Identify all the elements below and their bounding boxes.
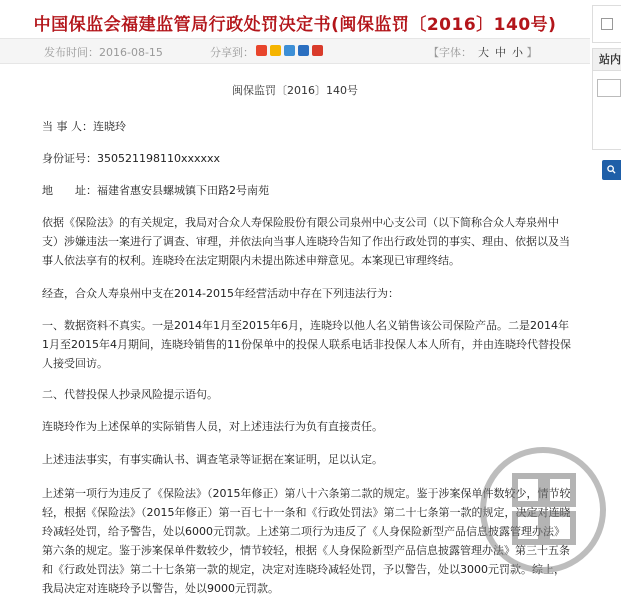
font-medium-link[interactable]: 中 xyxy=(495,46,506,59)
qzone-share-icon[interactable] xyxy=(270,45,281,56)
tencent-weibo-share-icon[interactable] xyxy=(284,45,295,56)
paragraph-violation-2: 二、代替投保人抄录风险提示语句。 xyxy=(42,388,218,401)
share-label: 分享到： xyxy=(210,46,254,59)
party-name: 当 事 人：连晓玲 xyxy=(42,120,126,133)
document-number: 闽保监罚〔2016〕140号 xyxy=(232,84,358,97)
watermark-logo-icon xyxy=(477,440,609,580)
id-number: 身份证号：350521198110xxxxxx xyxy=(42,152,221,165)
kaixin-share-icon[interactable] xyxy=(312,45,323,56)
weibo-share-icon[interactable] xyxy=(256,45,267,56)
renren-share-icon[interactable] xyxy=(298,45,309,56)
site-search-button[interactable] xyxy=(602,160,621,180)
font-large-link[interactable]: 大 xyxy=(478,46,489,59)
share-icons xyxy=(256,45,323,56)
paragraph-evidence: 上述违法事实，有事实确认书、调查笔录等证据在案证明，足以认定。 xyxy=(42,453,383,466)
publish-date: 发布时间：2016-08-15 xyxy=(44,46,163,59)
paragraph-intro: 依据《保险法》的有关规定，我局对合众人寿保险股份有限公司泉州中心支公司（以下简称合众人寿泉州中支）涉嫌违法一案进行了调查、审理，并依法向当事人连晓玲告知了作出行政处罚的事实、理由、依据以及当事人依法享有的权利。连晓玲在法定期限内未提出陈述申辩意见。本案现已审理终结。 xyxy=(42,216,570,267)
sidebar-top-box xyxy=(592,5,621,43)
paragraph-decision: 上述第一项行为违反了《保险法》（2015年修正）第八十六条第二款的规定。鉴于涉案保单件数较少，情节较轻，根据《保险法》（2015年修正）第一百七十一条和《行政处罚法》第二十七条第一款的规定，决定对连晓玲减轻处罚，给予警告，处以6000元罚款。上述第二项行为违反了《人身保险新型产品信息披露管理办法》第六条的规定。鉴于涉案保单件数较少，情节较轻，根据《人身保险新型产品信息披露管理办法》第三十五条和《行政处罚法》第二十七条第一款的规定，决定对连晓玲减轻处罚，予以警告，处以3000元罚款。综上，我局决定对连晓玲予以警告，处以9000元罚款。 xyxy=(42,487,571,595)
site-search-header: 站内 xyxy=(593,49,621,71)
font-size-control: 【字体： 大 中 小 】 xyxy=(428,46,538,59)
sidebar xyxy=(592,0,621,600)
paragraph-violation-1: 一、数据资料不真实。一是2014年1月至2015年6月，连晓玲以他人名义销售该公司保险产品。二是2014年1月至2015年4月期间，连晓玲销售的11份保单中的投保人联系电话非投保人本人所有，并由连晓玲代替投保人接受回访。 xyxy=(42,319,571,370)
search-icon xyxy=(607,165,616,174)
sidebar-checkbox[interactable] xyxy=(601,18,613,30)
article-meta-bar xyxy=(0,38,590,64)
paragraph-responsibility: 连晓玲作为上述保单的实际销售人员，对上述违法行为负有直接责任。 xyxy=(42,420,383,433)
address: 地 址：福建省惠安县螺城镇下田路2号南苑 xyxy=(42,184,269,197)
font-small-link[interactable]: 小 xyxy=(512,46,523,59)
site-search-button-wrap xyxy=(592,48,621,148)
page-title: 中国保监会福建监管局行政处罚决定书(闽保监罚〔2016〕140号) xyxy=(33,15,557,35)
paragraph-findings: 经查，合众人寿泉州中支在2014-2015年经营活动中存在下列违法行为： xyxy=(42,287,399,300)
